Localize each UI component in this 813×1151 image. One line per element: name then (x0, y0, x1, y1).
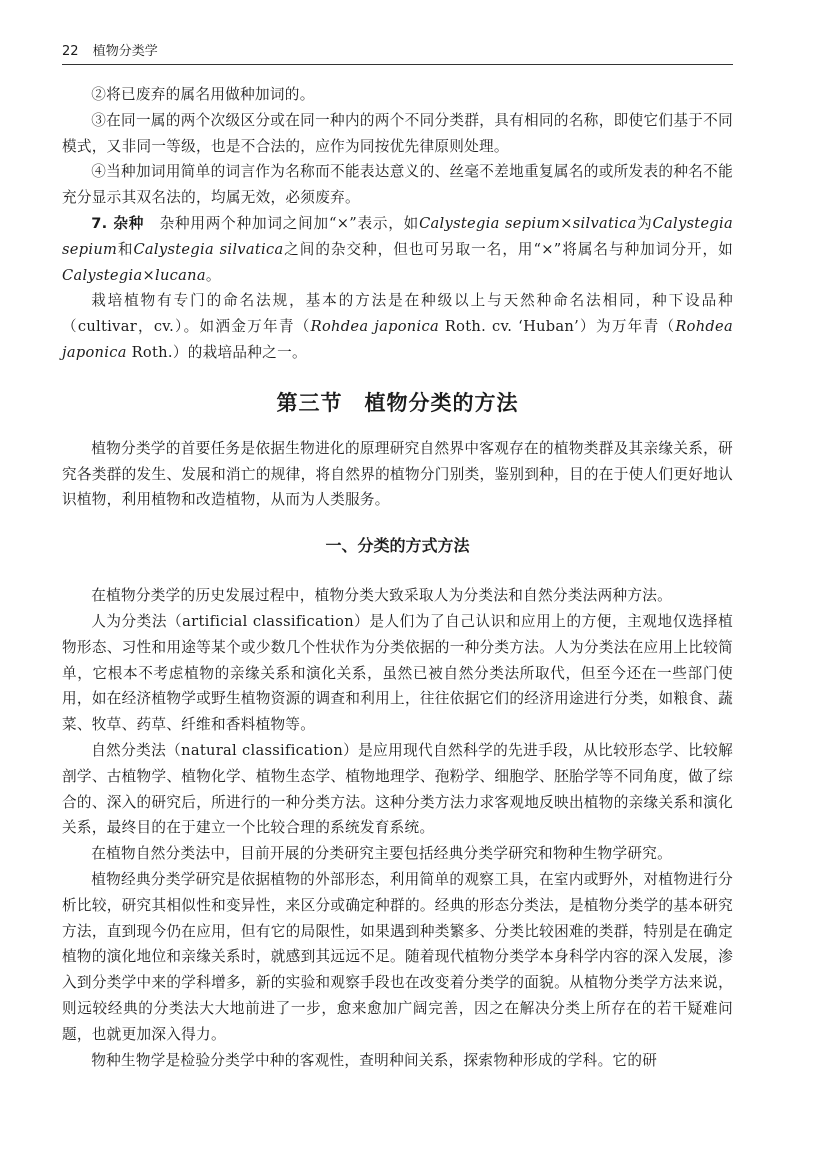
species-name: Calystegia sepium (62, 214, 733, 258)
cultivar-text: Roth. cv. ‘Huban’）为万年青（ (438, 318, 676, 336)
species-name: Calystegia sepium (419, 214, 561, 232)
hybrid-text: 。 (205, 266, 221, 284)
species-name: silvatica (572, 214, 637, 232)
cultivar-text: Roth.）的栽培品种之一。 (126, 343, 307, 361)
rule-3: ③在同一属的两个次级区分或在同一种内的两个不同分类群，具有相同的名称，即使它们基于不同模式，又非同一等级，也是不合法的，应作为同按优先律原则处理。 (62, 111, 733, 155)
paragraph: 物种生物学是检验分类学中种的客观性，查明种间关系，探索物种形成的学科。它的研 (91, 1051, 658, 1069)
cultivar-text: 栽培植物有专门的命名法规，基本的方法是在种级以上与天然种命名法相同，种下设品种（cultivar，cv.）。如洒金万年青（ (62, 292, 733, 336)
hybrid-text: 杂种用两个种加词之间加“×”表示，如 (159, 214, 420, 232)
paragraph: 植物经典分类学研究是依据植物的外部形态，利用简单的观察工具，在室内或野外，对植物进行分析比较，研究其相似性和变异性，来区分或确定种群的。经典的形态分类法，是植物分类学的基本研究方法，直到现今仍在应用，但有它的局限性，如果遇到种类繁多、分类比较困难的类群，特别是在确定植物的演化地位和亲缘关系时，就感到其远远不足。随着现代植物分类学本身科学内容的深入发展，渗入到分类学中来的学科增多，新的实验和观察手段也在改变着分类学的面貌。从植物分类学方法来说，则远较经典的分类法大大地前进了一步，愈来愈加广阔完善，因之在解决分类上所存在的若干疑难问题，也就更加深入得力。 (62, 870, 733, 1043)
species-name: Calystegia (62, 266, 143, 284)
species-name: Rohdea japonica (310, 318, 439, 336)
rule-4: ④当种加词用简单的词言作为名称而不能表达意义的、丝毫不差地重复属名的或所发表的种名不能充分显示其双名法的，均属无效，必须废弃。 (62, 163, 733, 207)
species-name: lucana (155, 266, 206, 284)
hybrid-text: 为 (636, 214, 653, 232)
paragraph: 人为分类法（artificial classification）是人们为了自己认识和应用上的方便，主观地仅选择植物形态、习性和用途等某个或少数几个性状作为分类依据的一种分类方法。人为分类法在应用上比较简单，它根本不考虑植物的亲缘关系和演化关系，虽然已被自然分类法所取代，但至今还在一些部门使用，如在经济植物学或野生植物资源的调查和利用上，往往依据它们的经济用途进行分类，如粮食、蔬菜、牧草、药草、纤维和香料植物等。 (62, 612, 733, 734)
running-header (62, 42, 733, 65)
hybrid-sign: × (560, 214, 573, 232)
page-body (62, 82, 733, 1073)
hybrid-text: 之间的杂交种，但也可另取一名，用“×”将属名与种加词分开，如 (283, 240, 734, 258)
paragraph: 在植物分类学的历史发展过程中，植物分类大致采取人为分类法和自然分类法两种方法。 (91, 587, 673, 605)
hybrid-sign: × (142, 266, 156, 284)
section-intro: 植物分类学的首要任务是依据生物进化的原理研究自然界中客观存在的植物类群及其亲缘关系，研究各类群的发生、发展和消亡的规律，将自然界的植物分门别类，鉴别到种，目的在于使人们更好地认识植物，利用植物和改造植物，从而为人类服务。 (62, 439, 733, 509)
book-title: 植物分类学 (92, 44, 158, 59)
paragraph: 自然分类法（natural classification）是应用现代自然科学的先进手段，从比较形态学、比较解剖学、古植物学、植物化学、植物生态学、植物地理学、孢粉学、细胞学、胚胎学等不同角度，做了综合的、深入的研究后，所进行的一种分类方法。这种分类方法力求客观地反映出植物的亲缘关系和演化关系，最终目的在于建立一个比较合理的系统发育系统。 (62, 741, 733, 837)
species-name: Rohdea japonica (62, 318, 733, 361)
hybrid-paragraph (62, 211, 733, 288)
section-title: 第三节 植物分类的方法 (276, 390, 519, 415)
hybrid-text: 和 (117, 240, 134, 258)
rule-2: ②将已废弃的属名用做种加词的。 (91, 86, 315, 103)
cultivar-paragraph (62, 288, 733, 365)
hybrid-label: 7. 杂种 (91, 214, 145, 232)
species-name: Calystegia silvatica (133, 240, 284, 258)
paragraph: 在植物自然分类法中，目前开展的分类研究主要包括经典分类学研究和物种生物学研究。 (91, 845, 673, 863)
page-number: 22 (62, 44, 79, 59)
subsection-title: 一、分类的方式方法 (325, 536, 470, 556)
